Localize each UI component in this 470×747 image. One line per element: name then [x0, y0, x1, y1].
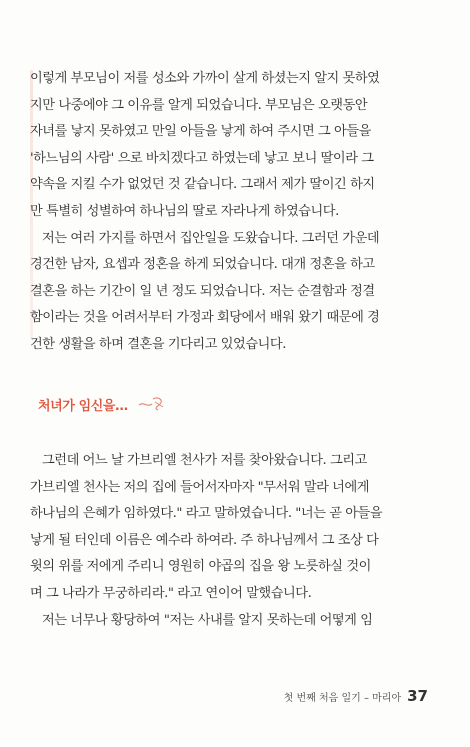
paragraph-2 — [30, 448, 442, 634]
text-line: 지만 나중에야 그 이유를 알게 되었습니다. 부모님은 오랫동안 — [30, 97, 368, 113]
paragraph-1 — [30, 66, 442, 359]
text-line: 저는 여러 가지를 하면서 집안일을 도왔습니다. 그러던 가운데 — [42, 230, 380, 246]
text-line: 경건한 남자, 요셉과 정혼을 하게 되었습니다. 대개 정혼을 하고 — [30, 257, 375, 273]
text-line: '하느님의 사람' 으로 바치겠다고 하였는데 낳고 보니 딸이라 그 — [30, 150, 374, 166]
page-number: 37 — [407, 687, 428, 705]
text-line: 낳게 될 터인데 이름은 예수라 하여라. 주 하나님께서 그 조상 다 — [30, 532, 379, 548]
text-line: 건한 생활을 하며 결혼을 기다리고 있었습니다. — [30, 336, 286, 352]
text-line: 결혼을 하는 기간이 일 년 정도 되었습니다. 저는 순결함과 정결 — [30, 283, 375, 299]
text-line: 함이라는 것을 어려서부터 가정과 회당에서 배워 왔기 때문에 경 — [30, 310, 380, 326]
running-title: 첫 번째 처음 일기 – 마리아 — [283, 693, 402, 704]
text-line: 약속을 지킬 수가 없었던 것 같습니다. 그래서 제가 딸이긴 하지 — [30, 177, 375, 193]
section-heading-text: 처녀가 임신을… — [38, 398, 128, 414]
text-line: 만 특별히 성별하여 하나님의 딸로 자라나게 하였습니다. — [30, 203, 339, 219]
text-line: 저는 너무나 황당하여 "저는 사내를 알지 못하는데 어떻게 임 — [42, 612, 373, 628]
text-line: 며 그 나라가 무궁하리라." 라고 연이어 말했습니다. — [30, 585, 312, 601]
text-line: 이렇게 부모님이 저를 성소와 가까이 살게 하셨는지 알지 못하였 — [30, 71, 380, 86]
flourish-ornament-icon — [138, 396, 166, 412]
text-line: 가브리엘 천사는 저의 집에 들어서자마자 "무서워 말라 너에게 — [30, 479, 370, 495]
text-line: 하나님의 은혜가 임하였다." 라고 말하였습니다. "너는 곧 아들을 — [30, 506, 383, 522]
text-line: 윗의 위를 저에게 주리니 영원히 야곱의 집을 왕 노릇하실 것이 — [30, 559, 371, 575]
page-footer — [284, 687, 428, 705]
section-heading — [38, 392, 166, 416]
text-line: 그런데 어느 날 가브리엘 천사가 저를 찾아왔습니다. 그리고 — [42, 453, 367, 468]
text-line: 자녀를 낳지 못하였고 만일 아들을 낳게 하여 주시면 그 아들을 — [30, 124, 371, 140]
